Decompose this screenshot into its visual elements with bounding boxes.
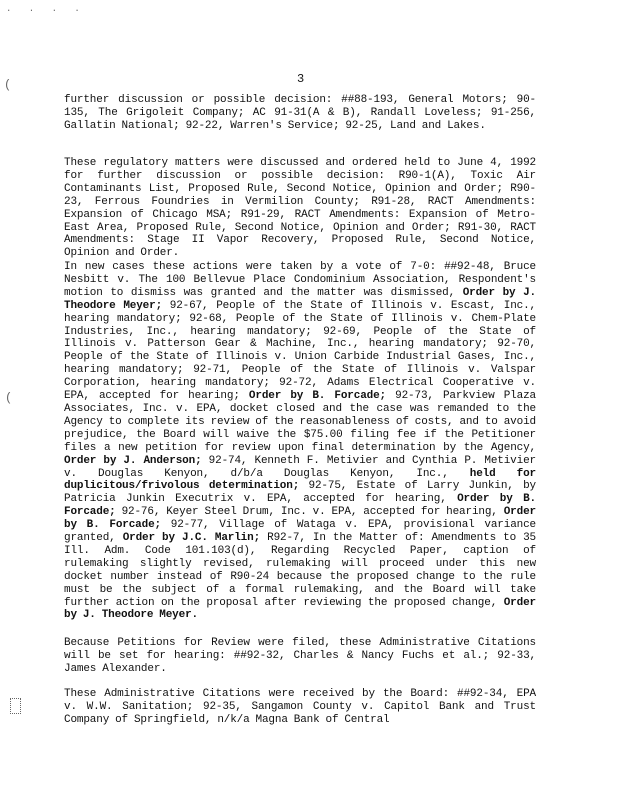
text-segment: 92-76, Keyer Steel Drum, Inc. v. EPA, accepted for hearing, xyxy=(115,506,504,519)
order-attribution: Order by J. Anderson; xyxy=(64,454,202,467)
text-segment: 92-77, Village of Wataga v. EPA, provisional variance granted, xyxy=(64,519,536,545)
paragraph-new-cases xyxy=(64,261,536,622)
text-segment: 92-75, Estate of Larry Junkin, by Patricia Junkin Executrix v. EPA, accepted for hearing, xyxy=(64,480,536,506)
page-number: 3 xyxy=(297,72,305,86)
case-status-bold: held for duplicitous/frivolous determination; xyxy=(64,467,537,493)
text-segment: R92-7, In the Matter of: Amendments to 35 Ill. Adm. Code 101.103(d), Regarding Recycled Paper, caption of rulemaking slightly revised, rulemaking will proceed under this new docket number instead of R90-24 because the proposed change to the rule must be the subject of a formal rulemaking, and the Board will take further action on the proposal after reviewing the proposed change, xyxy=(64,532,536,609)
scan-mark-left-middle: ( xyxy=(5,391,13,405)
order-attribution: Order by B. Forcade; xyxy=(64,506,536,532)
text-segment: 92-74, Kenneth F. Metivier and Cynthia P. Metivier v. Douglas Kenyon, d/b/a Douglas Kenyon, Inc., xyxy=(64,454,536,480)
paragraph-hearing-citations: Because Petitions for Review were filed, these Administrative Citations will be set for hearing: ##92-32, Charles & Nancy Fuchs et al.; 92-33, James Alexander. xyxy=(64,637,536,675)
order-attribution: Order by B. Forcade; xyxy=(248,390,386,403)
text-segment: 92-73, Parkview Plaza Associates, Inc. v. EPA, docket closed and the case was remanded to the Agency to complete its review of the reasonableness of costs, and to avoid prejudice, the Board will waive the $75.00 filing fee if the Petitioner files a new petition for review upon final determination by the Agency, xyxy=(64,390,536,454)
order-attribution: Order by B. Forcade; xyxy=(64,493,536,519)
scan-mark-left-upper: ( xyxy=(4,78,12,92)
paragraph-regulatory-matters: These regulatory matters were discussed and ordered held to June 4, 1992 for further discussion or possible decision: R90-1(A), Toxic Air Contaminants List, Proposed Rule, Second Notice, Opinion and Order; R90-23, Ferrous Foundries in Vermilion County; R91-28, RACT Amendments: Expansion of Chicago MSA; R91-29, RACT Amendments: Expansion of Metro-East Area, Proposed Rule, Second Notice, Opinion and Order; R91-30, RACT Amendments: Stage II Vapor Recovery, Proposed Rule, Second Notice, Opinion and Order. xyxy=(64,157,536,260)
order-attribution: Order by J. Theodore Meyer. xyxy=(64,596,536,622)
scan-mark-top-left: · · · · xyxy=(6,6,86,16)
text-segment: In new cases these actions were taken by a vote of 7-0: ##92-48, Bruce Nesbitt v. The 100 Bellevue Place Condominium Association, Respondent's motion to dismiss was granted and the matter was dismissed, xyxy=(64,261,536,299)
order-attribution: Order by J. Theodore Meyer; xyxy=(64,286,536,312)
order-attribution: Order by J.C. Marlin; xyxy=(122,532,261,545)
scan-speckle-left-lower xyxy=(10,698,21,714)
paragraph-pending-matters: further discussion or possible decision: ##88-193, General Motors; 90-135, The Grigoleit Company; AC 91-31(A & B), Randall Loveless; 91-256, Gallatin National; 92-22, Warren's Service; 92-25, Land and Lakes. xyxy=(64,94,536,132)
paragraph-received-citations: These Administrative Citations were received by the Board: ##92-34, EPA v. W.W. Sanitation; 92-35, Sangamon County v. Capitol Bank and Trust Company of Springfield, n/k/a Magna Bank of Central xyxy=(64,688,536,726)
text-segment: 92-67, People of the State of Illinois v. Escast, Inc., hearing mandatory; 92-68, People of the State of Illinois v. Chem-Plate Industries, Inc., hearing mandatory; 92-69, People of the State of Illinois v. Patterson Gear & Machine, Inc., hearing mandatory; 92-70, People of the State of Illinois v. Union Carbide Industrial Gases, Inc., hearing mandatory; 92-71, People of the State of Illinois v. Valspar Corporation, hearing mandatory; 92-72, Adams Electrical Cooperative v. EPA, accepted for hearing; xyxy=(64,299,536,403)
